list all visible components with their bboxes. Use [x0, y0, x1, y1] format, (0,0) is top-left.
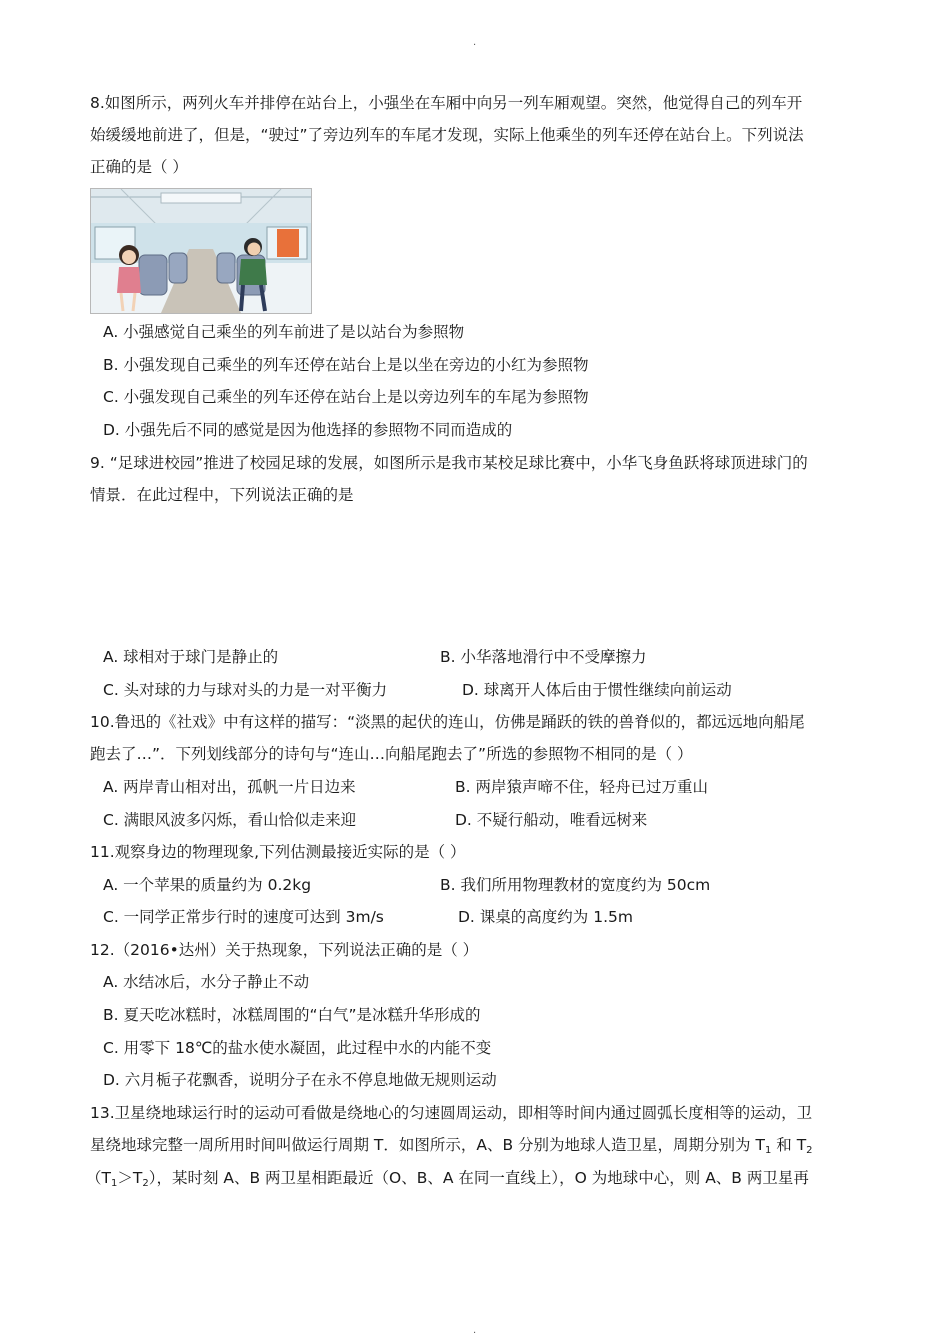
q8-option-c: C. 小强发现自己乘坐的列车还停在站台上是以旁边列车的车尾为参照物 [103, 388, 589, 406]
q11-option-b: B. 我们所用物理教材的宽度约为 50cm [440, 876, 711, 894]
q12-option-a: A. 水结冰后，水分子静止不动 [103, 973, 310, 991]
q13-line3-sub-1: 1 [110, 1178, 118, 1189]
q13-line3-text-a: （T [86, 1169, 111, 1187]
q13-line2-sub-1: 1 [764, 1145, 772, 1156]
q12-option-d: D. 六月栀子花飘香，说明分子在永不停息地做无规则运动 [103, 1071, 497, 1089]
q9-option-c: C. 头对球的力与球对头的力是一对平衡力 [103, 681, 388, 699]
q12-option-b: B. 夏天吃冰糕时，冰糕周围的“白气”是冰糕升华形成的 [103, 1006, 481, 1024]
train-carriage-illustration [90, 188, 312, 314]
q8-option-d: D. 小强先后不同的感觉是因为他选择的参照物不同而造成的 [103, 421, 513, 439]
q13-line3-sub-2: 2 [142, 1178, 149, 1189]
q13-line2-text-a: 星绕地球完整一周所用时间叫做运行周期 T．如图所示，A、B 分别为地球人造卫星，周期分别为 T [90, 1136, 765, 1154]
q8-option-b: B. 小强发现自己乘坐的列车还停在站台上是以坐在旁边的小红为参照物 [103, 356, 589, 374]
q10-option-b: B. 两岸猿声啼不住，轻舟已过万重山 [455, 778, 708, 796]
q13-line3-text-b: ＞T [117, 1169, 143, 1187]
train-carriage-drawing [91, 189, 311, 313]
q8-stem-line-1: 8.如图所示，两列火车并排停在站台上，小强坐在车厢中向另一列车厢观望。突然，他觉得自己的列车开 [90, 94, 803, 112]
q10-option-d: D. 不疑行船动，唯看远树来 [455, 811, 648, 829]
q9-option-d: D. 球离开人体后由于惯性继续向前运动 [462, 681, 732, 699]
q13-stem-line-1: 13.卫星绕地球运行时的运动可看做是绕地心的匀速圆周运动，即相等时间内通过圆弧长度相等的运动，卫 [90, 1104, 813, 1122]
q8-stem-line-3: 正确的是（ ） [90, 158, 188, 176]
q11-option-a: A. 一个苹果的质量约为 0.2kg [103, 876, 312, 894]
q13-line2-sub-2: 2 [806, 1145, 813, 1156]
q11-option-d: D. 课桌的高度约为 1.5m [458, 908, 633, 926]
header-dot: . [473, 37, 477, 48]
q10-option-a: A. 两岸青山相对出，孤帆一片日边来 [103, 778, 356, 796]
q10-stem-line-2: 跑去了…”．下列划线部分的诗句与“连山…向船尾跑去了”所选的参照物不相同的是（ ） [90, 745, 693, 763]
q9-option-b: B. 小华落地滑行中不受摩擦力 [440, 648, 647, 666]
q10-stem-line-1: 10.鲁迅的《社戏》中有这样的描写：“淡黑的起伏的连山，仿佛是踊跃的铁的兽脊似的，都远远地向船尾 [90, 713, 805, 731]
q13-line2-text-b: 和 T [771, 1136, 807, 1154]
q8-stem-line-2: 始缓缓地前进了，但是，“驶过”了旁边列车的车尾才发现，实际上他乘坐的列车还停在站台上。下列说法 [90, 126, 804, 144]
q13-stem-line-2 [90, 1135, 862, 1161]
q10-option-c: C. 满眼风波多闪烁，看山恰似走来迎 [103, 811, 357, 829]
q13-line3-text-c: ），某时刻 A、B 两卫星相距最近（O、B、A 在同一直线上），O 为地球中心，则 A、B 两卫星再 [148, 1169, 809, 1187]
q11-stem: 11.观察身边的物理现象,下列估测最接近实际的是（ ） [90, 843, 466, 861]
footer-dot: . [473, 1325, 477, 1336]
q12-option-c: C. 用零下 18℃的盐水使水凝固，此过程中水的内能不变 [103, 1039, 492, 1057]
q13-stem-line-3 [86, 1168, 858, 1194]
q9-option-a: A. 球相对于球门是静止的 [103, 648, 279, 666]
q8-option-a: A. 小强感觉自己乘坐的列车前进了是以站台为参照物 [103, 323, 465, 341]
q11-option-c: C. 一同学正常步行时的速度可达到 3m/s [103, 908, 384, 926]
q9-stem-line-1: 9. “足球进校园”推进了校园足球的发展，如图所示是我市某校足球比赛中，小华飞身鱼跃将球顶进球门的 [90, 454, 808, 472]
q9-stem-line-2: 情景．在此过程中，下列说法正确的是 [90, 486, 354, 504]
q12-stem: 12.（2016•达州）关于热现象，下列说法正确的是（ ） [90, 941, 479, 959]
